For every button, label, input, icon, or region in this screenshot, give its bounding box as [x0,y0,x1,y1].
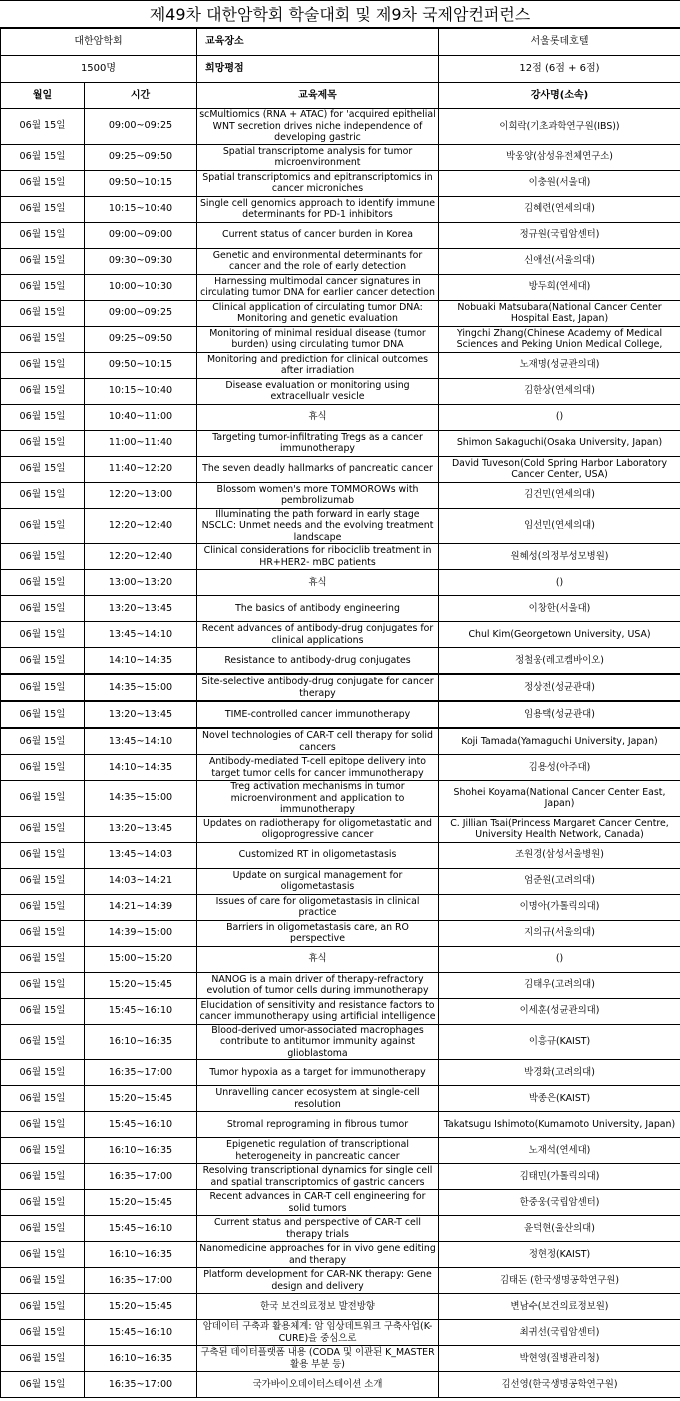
topic-cell: 휴식 [197,404,439,430]
date-cell: 06월 15일 [1,972,85,998]
date-cell: 06월 15일 [1,570,85,596]
date-cell: 06월 15일 [1,755,85,781]
time-cell: 14:10~14:35 [85,648,197,675]
time-cell: 13:20~13:45 [85,816,197,842]
topic-cell: Blossom women's more TOMMOROWs with pembrolizumab [197,482,439,508]
topic-cell: Monitoring of minimal residual disease (tumor burden) using circulating tumor DNA [197,326,439,352]
time-cell: 16:10~16:35 [85,1346,197,1372]
table-row [1,1372,680,1398]
date-cell: 06월 15일 [1,196,85,222]
date-cell: 06월 15일 [1,622,85,648]
date-cell: 06월 15일 [1,144,85,170]
time-cell: 12:20~13:00 [85,482,197,508]
date-cell: 06월 15일 [1,456,85,482]
speaker-cell: () [439,946,680,972]
time-cell: 09:00~09:25 [85,300,197,326]
topic-cell: Illuminating the path forward in early stage NSCLC: Unmet needs and the evolving treatment landscape [197,508,439,544]
topic-cell: Single cell genomics approach to identify immune determinants for PD-1 inhibitors [197,196,439,222]
header-topic: 교육제목 [197,83,439,109]
speaker-cell: 노재석(연세대) [439,1138,680,1164]
date-cell: 06월 15일 [1,1190,85,1216]
speaker-cell: 윤덕현(울산의대) [439,1216,680,1242]
speaker-cell: Shohei Koyama(National Cancer Center East, Japan) [439,781,680,817]
table-row [1,404,680,430]
speaker-cell: 박현영(질병관리청) [439,1346,680,1372]
speaker-cell: 이창한(서울대) [439,596,680,622]
topic-cell: Site-selective antibody-drug conjugate for cancer therapy [197,674,439,701]
speaker-cell: 김태우(고려의대) [439,972,680,998]
table-row [1,570,680,596]
topic-cell: Disease evaluation or monitoring using extracellualr vesicle [197,378,439,404]
info-row-1 [1,29,680,56]
time-cell: 09:25~09:50 [85,144,197,170]
speaker-cell: 방두희(연세대) [439,274,680,300]
date-cell: 06월 15일 [1,728,85,755]
table-row [1,196,680,222]
time-cell: 10:15~10:40 [85,378,197,404]
date-cell: 06월 15일 [1,482,85,508]
time-cell: 12:20~12:40 [85,544,197,570]
date-cell: 06월 15일 [1,596,85,622]
capacity-value: 1500명 [1,56,197,83]
table-row [1,701,680,728]
speaker-cell: 신애선(서울의대) [439,248,680,274]
date-cell: 06월 15일 [1,894,85,920]
table-row [1,1164,680,1190]
date-cell: 06월 15일 [1,508,85,544]
table-row [1,648,680,675]
date-cell: 06월 15일 [1,781,85,817]
speaker-cell: () [439,404,680,430]
topic-cell: Recent advances in CAR-T cell engineering for solid tumors [197,1190,439,1216]
time-cell: 14:35~15:00 [85,781,197,817]
time-cell: 14:39~15:00 [85,920,197,946]
time-cell: 13:45~14:10 [85,728,197,755]
table-row [1,1190,680,1216]
table-row [1,222,680,248]
topic-cell: Stromal reprograming in fibrous tumor [197,1112,439,1138]
table-row [1,352,680,378]
date-cell: 06월 15일 [1,946,85,972]
time-cell: 09:00~09:00 [85,222,197,248]
time-cell: 16:10~16:35 [85,1024,197,1060]
speaker-cell: 지의규(서울의대) [439,920,680,946]
date-cell: 06월 15일 [1,868,85,894]
speaker-cell: 김건민(연세의대) [439,482,680,508]
table-row [1,894,680,920]
header-date: 월일 [1,83,85,109]
topic-cell: 구축된 데이터플랫폼 내용 (CODA 및 이관된 K_MASTER 활용 부분 등) [197,1346,439,1372]
date-cell: 06월 15일 [1,1268,85,1294]
speaker-cell: 조원경(삼성서울병원) [439,842,680,868]
table-row [1,508,680,544]
time-cell: 16:35~17:00 [85,1164,197,1190]
date-cell: 06월 15일 [1,998,85,1024]
date-cell: 06월 15일 [1,109,85,145]
time-cell: 15:00~15:20 [85,946,197,972]
table-row [1,1346,680,1372]
speaker-cell: 이충원(서울대) [439,170,680,196]
speaker-cell: 변남수(보건의료정보원) [439,1294,680,1320]
topic-cell: 국가바이오데이터스테이션 소개 [197,1372,439,1398]
topic-cell: Novel technologies of CAR-T cell therapy for solid cancers [197,728,439,755]
topic-cell: Update on surgical management for oligometastasis [197,868,439,894]
time-cell: 16:35~17:00 [85,1372,197,1398]
time-cell: 11:00~11:40 [85,430,197,456]
venue-label: 교육장소 [197,29,439,56]
speaker-cell: 김혜련(연세의대) [439,196,680,222]
table-row [1,1268,680,1294]
points-value: 12점 (6점 + 6점) [439,56,680,83]
speaker-cell: 김태민(가톨릭의대) [439,1164,680,1190]
table-row [1,1242,680,1268]
table-row [1,842,680,868]
date-cell: 06월 15일 [1,1216,85,1242]
topic-cell: Antibody-mediated T-cell epitope delivery into target tumor cells for cancer immunotherapy [197,755,439,781]
table-row [1,1086,680,1112]
topic-cell: Issues of care for oligometastasis in clinical practice [197,894,439,920]
date-cell: 06월 15일 [1,1086,85,1112]
table-row [1,1294,680,1320]
topic-cell: Current status of cancer burden in Korea [197,222,439,248]
date-cell: 06월 15일 [1,674,85,701]
time-cell: 15:45~16:10 [85,998,197,1024]
time-cell: 15:45~16:10 [85,1320,197,1346]
speaker-cell: () [439,570,680,596]
date-cell: 06월 15일 [1,1320,85,1346]
speaker-cell: 정상전(성균관대) [439,674,680,701]
table-row [1,378,680,404]
topic-cell: Resistance to antibody-drug conjugates [197,648,439,675]
time-cell: 15:20~15:45 [85,972,197,998]
date-cell: 06월 15일 [1,1346,85,1372]
date-cell: 06월 15일 [1,430,85,456]
table-row [1,1060,680,1086]
table-row [1,1024,680,1060]
points-label: 희망평점 [197,56,439,83]
date-cell: 06월 15일 [1,326,85,352]
date-cell: 06월 15일 [1,648,85,675]
speaker-cell: Takatsugu Ishimoto(Kumamoto University, Japan) [439,1112,680,1138]
speaker-cell: Shimon Sakaguchi(Osaka University, Japan) [439,430,680,456]
date-cell: 06월 15일 [1,920,85,946]
time-cell: 09:50~10:15 [85,170,197,196]
table-row [1,456,680,482]
topic-cell: Tumor hypoxia as a target for immunotherapy [197,1060,439,1086]
time-cell: 15:20~15:45 [85,1190,197,1216]
table-row [1,300,680,326]
speaker-cell: David Tuveson(Cold Spring Harbor Laboratory Cancer Center, USA) [439,456,680,482]
topic-cell: Recent advances of antibody-drug conjugates for clinical applications [197,622,439,648]
header-speaker: 강사명(소속) [439,83,680,109]
topic-cell: Nanomedicine approaches for in vivo gene editing and therapy [197,1242,439,1268]
topic-cell: Harnessing multimodal cancer signatures in circulating tumor DNA for earlier cancer detection [197,274,439,300]
time-cell: 13:00~13:20 [85,570,197,596]
topic-cell: scMultiomics (RNA + ATAC) for 'acquired epithelial WNT secretion drives niche independence of developing gastric [197,109,439,145]
time-cell: 10:00~10:30 [85,274,197,300]
table-row [1,728,680,755]
topic-cell: Treg activation mechanisms in tumor microenvironment and application to immunotherapy [197,781,439,817]
table-row [1,1112,680,1138]
speaker-cell: 김한상(연세의대) [439,378,680,404]
time-cell: 16:35~17:00 [85,1060,197,1086]
date-cell: 06월 15일 [1,404,85,430]
table-row [1,1320,680,1346]
topic-cell: 한국 보건의료정보 발전방향 [197,1294,439,1320]
topic-cell: Platform development for CAR-NK therapy: Gene design and delivery [197,1268,439,1294]
time-cell: 10:40~11:00 [85,404,197,430]
time-cell: 09:30~09:30 [85,248,197,274]
speaker-cell: 박웅양(삼성유전체연구소) [439,144,680,170]
date-cell: 06월 15일 [1,378,85,404]
table-row [1,430,680,456]
topic-cell: Monitoring and prediction for clinical outcomes after irradiation [197,352,439,378]
info-row-2 [1,56,680,83]
time-cell: 12:20~12:40 [85,508,197,544]
speaker-cell: 원혜성(의정부성모병원) [439,544,680,570]
date-cell: 06월 15일 [1,274,85,300]
time-cell: 14:21~14:39 [85,894,197,920]
header-row [1,83,680,109]
table-row [1,544,680,570]
venue-value: 서울롯데호텔 [439,29,680,56]
date-cell: 06월 15일 [1,544,85,570]
topic-cell: Barriers in oligometastasis care, an RO perspective [197,920,439,946]
topic-cell: Targeting tumor-infiltrating Tregs as a cancer immunotherapy [197,430,439,456]
time-cell: 13:20~13:45 [85,596,197,622]
table-row [1,170,680,196]
speaker-cell: 박종은(KAIST) [439,1086,680,1112]
topic-cell: Blood-derived umor-associated macrophages contribute to antitumor immunity against glioblastoma [197,1024,439,1060]
table-row [1,622,680,648]
date-cell: 06월 15일 [1,1164,85,1190]
time-cell: 15:20~15:45 [85,1294,197,1320]
header-time: 시간 [85,83,197,109]
speaker-cell: Nobuaki Matsubara(National Cancer Center Hospital East, Japan) [439,300,680,326]
table-row [1,1216,680,1242]
speaker-cell: Chul Kim(Georgetown University, USA) [439,622,680,648]
topic-cell: 암데이터 구축과 활용체계: 암 임상데트워크 구축사업(K-CURE)을 중심으로 [197,1320,439,1346]
speaker-cell: 엄준원(고려의대) [439,868,680,894]
table-row [1,482,680,508]
table-row [1,816,680,842]
time-cell: 13:45~14:03 [85,842,197,868]
speaker-cell: 이흥규(KAIST) [439,1024,680,1060]
table-row [1,781,680,817]
speaker-cell: 이희락(기초과학연구원(IBS)) [439,109,680,145]
time-cell: 14:10~14:35 [85,755,197,781]
table-row [1,144,680,170]
time-cell: 14:03~14:21 [85,868,197,894]
date-cell: 06월 15일 [1,1294,85,1320]
time-cell: 15:45~16:10 [85,1216,197,1242]
topic-cell: 휴식 [197,946,439,972]
topic-cell: Current status and perspective of CAR-T cell therapy trials [197,1216,439,1242]
date-cell: 06월 15일 [1,1112,85,1138]
topic-cell: Updates on radiotherapy for oligometastatic and oligoprogressive cancer [197,816,439,842]
speaker-cell: C. Jillian Tsai(Princess Margaret Cancer Centre, University Health Network, Canada) [439,816,680,842]
speaker-cell: 박경화(고려의대) [439,1060,680,1086]
date-cell: 06월 15일 [1,170,85,196]
time-cell: 13:45~14:10 [85,622,197,648]
time-cell: 09:00~09:25 [85,109,197,145]
table-row [1,946,680,972]
topic-cell: Clinical considerations for ribociclib treatment in HR+HER2- mBC patients [197,544,439,570]
time-cell: 16:10~16:35 [85,1138,197,1164]
time-cell: 16:10~16:35 [85,1242,197,1268]
table-row [1,998,680,1024]
date-cell: 06월 15일 [1,222,85,248]
speaker-cell: 정철웅(레고켐바이오) [439,648,680,675]
date-cell: 06월 15일 [1,701,85,728]
time-cell: 09:50~10:15 [85,352,197,378]
table-row [1,326,680,352]
topic-cell: Spatial transcriptome analysis for tumor microenvironment [197,144,439,170]
time-cell: 16:35~17:00 [85,1268,197,1294]
date-cell: 06월 15일 [1,1242,85,1268]
topic-cell: NANOG is a main driver of therapy-refractory evolution of tumor cells during immunotherapy [197,972,439,998]
schedule-table [0,28,680,1398]
speaker-cell: 임용택(성균관대) [439,701,680,728]
time-cell: 13:20~13:45 [85,701,197,728]
date-cell: 06월 15일 [1,248,85,274]
speaker-cell: 한중웅(국립암센터) [439,1190,680,1216]
speaker-cell: 정현정(KAIST) [439,1242,680,1268]
speaker-cell: 김선영(한국생명공학연구원) [439,1372,680,1398]
date-cell: 06월 15일 [1,842,85,868]
table-row [1,248,680,274]
topic-cell: Genetic and environmental determinants for cancer and the role of early detection [197,248,439,274]
date-cell: 06월 15일 [1,352,85,378]
speaker-cell: Yingchi Zhang(Chinese Academy of Medical Sciences and Peking Union Medical College, [439,326,680,352]
topic-cell: TIME-controlled cancer immunotherapy [197,701,439,728]
time-cell: 15:20~15:45 [85,1086,197,1112]
page-title: 제49차 대한암학회 학술대회 및 제9차 국제암컨퍼런스 [0,0,680,28]
table-row [1,596,680,622]
table-row [1,868,680,894]
topic-cell: Elucidation of sensitivity and resistance factors to cancer immunotherapy using artificial intelligence [197,998,439,1024]
speaker-cell: 이명아(가톨릭의대) [439,894,680,920]
table-row [1,920,680,946]
date-cell: 06월 15일 [1,1372,85,1398]
date-cell: 06월 15일 [1,1138,85,1164]
table-row [1,755,680,781]
organizer-value: 대한암학회 [1,29,197,56]
table-row [1,274,680,300]
topic-cell: Epigenetic regulation of transcriptional heterogeneity in pancreatic cancer [197,1138,439,1164]
speaker-cell: 정규원(국립암센터) [439,222,680,248]
speaker-cell: 김태돈 (한국생명공학연구원) [439,1268,680,1294]
table-row [1,674,680,701]
topic-cell: 휴식 [197,570,439,596]
topic-cell: Spatial transcriptomics and epitranscriptomics in cancer microniches [197,170,439,196]
speaker-cell: 김용성(아주대) [439,755,680,781]
topic-cell: Customized RT in oligometastasis [197,842,439,868]
speaker-cell: 임선민(연세의대) [439,508,680,544]
date-cell: 06월 15일 [1,1060,85,1086]
speaker-cell: Koji Tamada(Yamaguchi University, Japan) [439,728,680,755]
date-cell: 06월 15일 [1,1024,85,1060]
time-cell: 10:15~10:40 [85,196,197,222]
topic-cell: Clinical application of circulating tumor DNA: Monitoring and genetic evaluation [197,300,439,326]
time-cell: 14:35~15:00 [85,674,197,701]
time-cell: 11:40~12:20 [85,456,197,482]
topic-cell: Resolving transcriptional dynamics for single cell and spatial transcriptomics of gastric cancers [197,1164,439,1190]
topic-cell: The seven deadly hallmarks of pancreatic cancer [197,456,439,482]
table-row [1,109,680,145]
table-row [1,1138,680,1164]
topic-cell: The basics of antibody engineering [197,596,439,622]
speaker-cell: 노재명(성균관의대) [439,352,680,378]
table-row [1,972,680,998]
speaker-cell: 이세훈(성균관의대) [439,998,680,1024]
date-cell: 06월 15일 [1,300,85,326]
topic-cell: Unravelling cancer ecosystem at single-cell resolution [197,1086,439,1112]
speaker-cell: 최귀선(국립암센터) [439,1320,680,1346]
date-cell: 06월 15일 [1,816,85,842]
time-cell: 15:45~16:10 [85,1112,197,1138]
time-cell: 09:25~09:50 [85,326,197,352]
